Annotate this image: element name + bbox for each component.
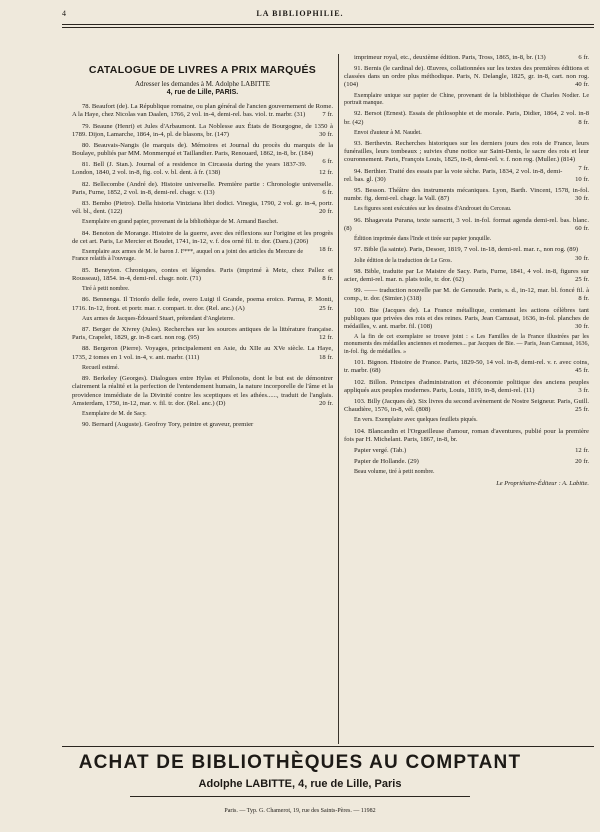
catalogue-entry <box>344 428 589 444</box>
entry-text: 99. —— traduction nouvelle par M. de Genoude. Paris, s. d., in-12, mar. bl. foncé fil. à comp., tr. dor. (Simier.) (318) <box>344 287 589 303</box>
entry-text: 95. Besson. Théâtre des instruments mécaniques. Lyon, Barth. Vincent, 1578, in-fol. numbr. fig. demi-rel. chagr. la Vall. (87) <box>344 186 589 203</box>
column-divider <box>338 54 339 744</box>
entry-price: 60 fr. <box>575 224 589 232</box>
catalogue-entry <box>72 181 333 197</box>
entry-note: Envoi d'auteur à M. Naudet. <box>354 129 422 136</box>
entry-price: 8 fr. <box>578 118 589 126</box>
entry-note: A la fin de cet exemplaire se trouve joint : « Les Familles de la France illustrées par les monuments des médailles anciennes et modernes... par Jacques de Bie. — Paris, Jean Camusat, 1636, in-fol. fig. de médailles. » <box>344 334 589 355</box>
catalogue-entry <box>344 287 589 303</box>
right-column <box>344 54 589 744</box>
journal-title: LA BIBLIOPHILIE. <box>256 9 344 18</box>
catalogue-entry <box>344 168 589 184</box>
entry-text: 94. Berthier. Traité des essais par la voie sèche. Paris, 1834, 2 vol. in-8, demi-rel. bas. gl. (30) <box>344 167 563 183</box>
entry-text: 81. Bell (J. Stan.). Journal of a residence in Circassia during the years 1837-39. London, 1840, 2 vol. in-8, fig. col. v. bl. dent. à fr. (138) <box>72 161 307 177</box>
entry-note: Exemplaire aux armes de M. le baron J. F***, auquel on a joint des articles du Mercure de France relatifs à l'ouvrage. <box>72 248 304 263</box>
entry-price: 25 fr. <box>575 276 589 284</box>
advert-bottom-rule <box>130 796 470 797</box>
entry-price: 7 fr. <box>578 164 589 172</box>
entry-price: 6 fr. <box>322 158 333 166</box>
entry-note: Exemplaire en grand papier, provenant de la bibliothèque de M. Armand Baschet. <box>82 219 279 226</box>
entry-price: 20 fr. <box>319 399 333 407</box>
catalogue-entry <box>344 307 589 331</box>
catalogue-entry <box>72 296 333 312</box>
entry-text: 91. Bernis (le cardinal de). Œuvres, collationnées sur les textes des premières éditions et classées dans un ordre plus méthodique. Paris, N. Delangle, 1825, gr. in-8, cart. non rog. (104) <box>344 65 589 89</box>
entry-text: 103. Billy (Jacques de). Six livres du second avènement de Nostre Seigneur. Paris, Guill. Chaudière, 1576, in-8, vél. (808) <box>344 397 589 414</box>
entry-price: 40 fr. <box>575 81 589 89</box>
catalogue-entry <box>344 110 589 126</box>
catalogue-entry <box>72 141 333 166</box>
catalogue-entry <box>72 103 333 119</box>
entry-note: Jolie édition de la traduction de Le Gros. <box>354 257 452 264</box>
entry-price: 6 fr. <box>322 188 333 196</box>
entry-price: 25 fr. <box>575 406 589 414</box>
catalogue-entry <box>72 345 333 361</box>
entry-price: 20 fr. <box>319 208 333 216</box>
running-head <box>0 8 600 22</box>
entry-price: 25 fr. <box>319 304 333 312</box>
left-column <box>72 54 333 744</box>
catalogue-entry <box>72 375 333 408</box>
entry-note: Aux armes de Jacques-Édouard Stuart, prétendant d'Angleterre. <box>82 315 235 322</box>
catalogue-entry <box>72 421 333 429</box>
entry-price: 7 fr. <box>322 111 333 119</box>
entry-text: Papier de Hollande. (29) <box>354 458 419 466</box>
catalogue-entry <box>72 326 333 342</box>
header-rule-thin <box>62 27 594 28</box>
publisher-signature: Le Propriétaire-Éditeur : A. Labitte. <box>496 479 589 487</box>
entry-text: imprimeur royal, etc., deuxième édition. Paris, Tross, 1865, in-8, br. (13) <box>354 54 546 61</box>
catalogue-entry <box>72 123 333 139</box>
entry-note: Exemplaire unique sur papier de Chine, provenant de la bibliothèque de Charles Nodier. Le portrait manque. <box>344 92 589 107</box>
entry-text: 102. Billon. Principes d'administration et d'économie politique des anciens peuples appliqués aux peuples modernes. Paris, Louis, 1819, in-8, demi-rel. (11) <box>344 378 589 394</box>
entry-text: 90. Bernard (Auguste). Geofroy Tory, peintre et graveur, premier <box>82 421 254 429</box>
entry-price: 3 fr. <box>578 386 589 394</box>
entry-price: 20 fr. <box>575 458 589 466</box>
entry-price: 18 fr. <box>319 353 333 361</box>
entry-price: 12 fr. <box>575 446 589 454</box>
entry-price: 18 fr. <box>319 245 333 253</box>
catalogue-title: CATALOGUE DE LIVRES A PRIX MARQUÉS <box>88 64 317 76</box>
entry-text: 98. Bible, traduite par Le Maistre de Sacy. Paris, Furne, 1841, 4 vol. in-8, figures sur acier, demi-rel. mar. n. plats toile, tr. dor. (62) <box>344 267 589 284</box>
catalogue-entry <box>344 54 589 62</box>
entry-text: 93. Berthevin. Recherches historiques sur les derniers jours des rois de France, leurs funérailles, leurs tombeaux ; suivies d'une notice sur Saint-Denis, le sacre des rois et leur couronnement. Paris, François Louis, 1825, in-8, demi-rel. v. f. non rog. (Muller.) (814) <box>344 140 589 164</box>
catalogue-entry <box>344 65 589 89</box>
entry-text: 80. Beauvais-Nangis (le marquis de). Mémoires et Journal du procès du marquis de la Boulaye, publiés par MM. Monmerqué et Taillandier. Paris, Renouard, 1862, in-8, br. (184) <box>72 141 333 158</box>
entry-price: 30 fr. <box>575 254 589 262</box>
entry-text: 79. Beaune (Henri) et Jules d'Arbaumont. La Noblesse aux États de Bourgogne, de 1350 à 1789. Dijon, Lamarche, 1864, in-4, pl. de blasons, br. (147) <box>72 122 333 138</box>
entry-note: En vers. Exemplaire avec quelques feuillets piqués. <box>354 417 478 424</box>
entry-text: 85. Beneyton. Chroniques, contes et légendes. Paris (imprimé à Metz, chez Pallez et Rousseau), 1854. in-4, demi-rel. chagr. noir. (71) <box>72 266 333 282</box>
catalogue-entry <box>72 267 333 283</box>
advert-top-rule <box>62 746 594 747</box>
catalogue-entry <box>72 200 333 216</box>
entry-text: 86. Bennenga. Il Trionfo delle fede, overo Luigi il Grande, poema eroico. Parma, P. Monti, 1716. In-12, front. et portr. mar. r. compart. tr. dor. (Rel. anc.) (A) <box>72 296 333 312</box>
entry-text: Papier vergé. (Tab.) <box>354 446 407 454</box>
entry-price: 30 fr. <box>319 130 333 138</box>
entry-text: 97. Bible (la sainte). Paris, Desoer, 1819, 7 vol. in-18, demi-rel. mar. r., non rog. (89) <box>354 246 579 254</box>
catalogue-entry <box>72 161 333 177</box>
entry-price: 8 fr. <box>322 274 333 282</box>
right-entry-list <box>344 54 589 477</box>
catalogue-entry <box>344 268 589 284</box>
advert-title: ACHAT DE BIBLIOTHÈQUES AU COMPTANT <box>78 752 522 773</box>
advert-subtitle: Adolphe LABITTE, 4, rue de Lille, Paris <box>198 778 402 790</box>
catalogue-entry <box>344 359 589 375</box>
entry-text: 87. Berger de Xivrey (Jules). Recherches sur les sources antiques de la littérature française. Paris, Crapelet, 1829, gr. in-8 cart. non rog. (95) <box>72 326 333 342</box>
catalogue-entry <box>344 379 589 395</box>
page-number: 4 <box>62 9 67 18</box>
left-entry-list <box>72 103 333 429</box>
catalogue-entry <box>344 217 589 233</box>
entry-text: 82. Bellecombe (André de). Histoire universelle. Première partie : Chronologie universelle. Paris, Furne, 1852, 2 vol. in-8, demi-rel. chagr. v. (13) <box>72 180 333 196</box>
entry-price: 6 fr. <box>578 54 589 61</box>
entry-text: 83. Bembo (Pietro). Della historia Viniziana libri dodici. Vinegia, 1790, 2 vol. gr. in-4, portr. vél. bl., dent. (122) <box>72 199 333 216</box>
entry-price: 10 fr. <box>575 175 589 183</box>
entry-note: Exemplaire de M. de Sacy. <box>82 410 147 417</box>
entry-text: 89. Berkeley (Georges). Dialogues entre Hylas et Philonoüs, dont le but est de démontrer clairement la réalité et la perfection de l'entendement humain, la nature incorporelle de l'âme et la providence immédiate de la Divinité contre les sceptiques et les athées......, traduit de l'anglais. Amsterdam, 1750, in-12, mar. v. fil. tr. dor. (Rel. anc.) (D) <box>72 375 333 407</box>
entry-price: 12 fr. <box>319 334 333 342</box>
entry-note: Les figures sont exécutées sur les dessins d'Androuet du Cerceau. <box>354 206 512 213</box>
entry-price: 12 fr. <box>319 169 333 177</box>
entry-note: Recueil estimé. <box>82 364 119 371</box>
catalogue-entry <box>344 187 589 203</box>
header-rule <box>62 24 594 25</box>
printer-imprint: Paris. — Typ. G. Chamerot, 19, rue des Saints-Pères. — 11982 <box>224 808 376 814</box>
catalogue-subtitle: Adresser les demandes à M. Adolphe LABITTE <box>134 80 271 89</box>
entry-note: Tiré à petit nombre. <box>82 286 130 293</box>
entry-text: 88. Bergeron (Pierre). Voyages, principalement en Asie, du XIIe au XVe siècle. La Haye, 1735, 2 tomes en 1 vol. in-4, v. ant. marbr. (111) <box>72 345 333 361</box>
catalogue-entry <box>344 447 589 455</box>
entry-note: Beau volume, tiré à petit nombre. <box>354 469 435 476</box>
entry-note: Édition imprimée dans l'Inde et tirée sur papier jonquille. <box>354 235 492 242</box>
entry-price: 30 fr. <box>575 195 589 203</box>
entry-text: 96. Bhagavata Purana, texte sanscrit, 3 vol. in-fol. format agenda demi-rel. bas. blanc. (8) <box>344 216 589 232</box>
catalogue-address: 4, rue de Lille, PARIS. <box>166 89 239 97</box>
entry-text: 84. Benoton de Morange. Histoire de la guerre, avec des réflexions sur l'origine et les progrès de cet art. Paris, Le Mercier et Boudet, 1741, in-12, v. f. dos orné fil. tr. dor. (Daru.) (206) <box>72 229 333 245</box>
entry-text: 104. Blancandin et l'Orgueilleuse d'amour, roman d'aventures, publié pour la première fois par H. Michelant. Paris, 1867, in-8, br. <box>344 427 589 443</box>
entry-price: 45 fr. <box>575 367 589 375</box>
catalogue-entry <box>344 140 589 172</box>
entry-text: 92. Bersot (Ernest). Essais de philosophie et de morale. Paris, Didier, 1864, 2 vol. in-8 br. (42) <box>344 110 589 126</box>
catalogue-entry <box>344 458 589 466</box>
entry-price: 8 fr. <box>578 295 589 303</box>
entry-price: 30 fr. <box>575 322 589 330</box>
catalogue-entry <box>72 229 333 253</box>
entry-text: 101. Bignon. Histoire de France. Paris, 1829-50, 14 vol. in-8, demi-rel. v. r. avec coins, tr. marbr. (68) <box>344 359 589 375</box>
entry-text: 100. Bie (Jacques de). La France métallique, contenant les actions célèbres tant publiques que privées des rois et des reines. Paris, Jean Camusat, 1636, in-fol. planches de médailles, v. ant. marbr. fil. (108) <box>344 306 589 330</box>
catalogue-entry <box>344 398 589 414</box>
entry-text: 78. Beaufort (de). La République romaine, ou plan général de l'ancien gouvernement de Rome. A la Haye, chez Nicolas van Daalen, 1766, 2 vol. in-4, demi-rel. bas. viol. tr. marbr. (31) <box>72 103 333 119</box>
